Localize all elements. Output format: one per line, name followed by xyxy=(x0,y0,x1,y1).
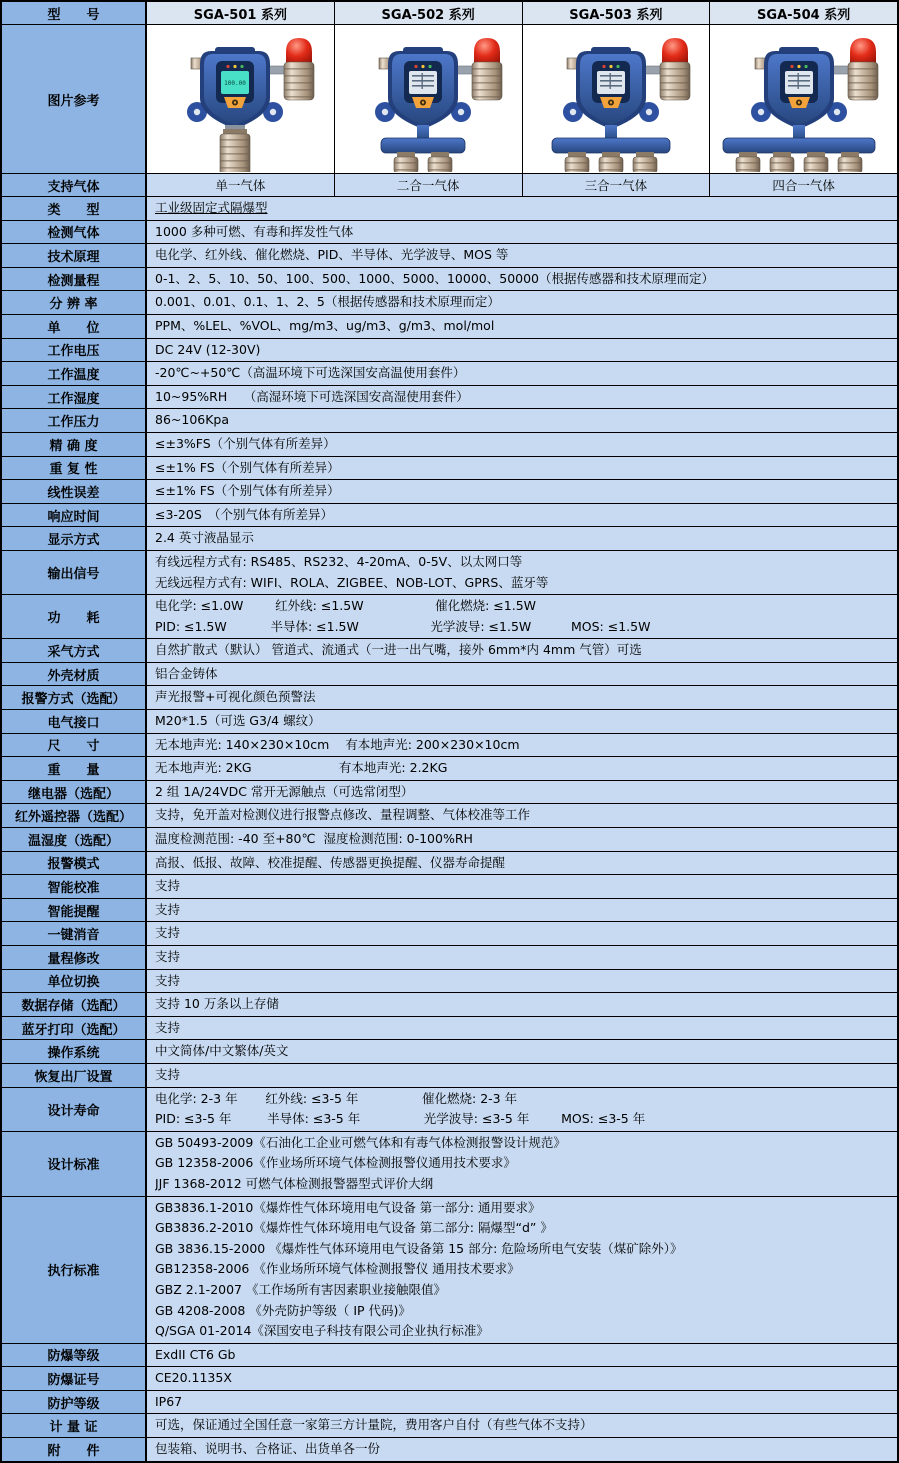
spec-line: 有线远程方式有: RS485、RS232、4-20mA、0-5V、以太网口等 xyxy=(155,553,523,569)
spec-line: 支持 xyxy=(155,925,181,941)
spec-value xyxy=(147,291,897,314)
spec-value xyxy=(147,457,897,480)
image-row-label: 图片参考 xyxy=(2,25,147,173)
spec-label: 执行标准 xyxy=(2,1197,147,1343)
spec-label: 防爆等级 xyxy=(2,1344,147,1367)
spec-label: 检测量程 xyxy=(2,268,147,291)
gas-value-single: 单一气体 xyxy=(147,174,335,196)
spec-value xyxy=(147,686,897,709)
spec-label: 采气方式 xyxy=(2,639,147,662)
spec-row-23 xyxy=(2,781,897,805)
spec-row-13 xyxy=(2,504,897,528)
spec-value xyxy=(147,527,897,550)
spec-row-9 xyxy=(2,409,897,433)
spec-row-35 xyxy=(2,1064,897,1088)
spec-label: 输出信号 xyxy=(2,551,147,594)
spec-row-37 xyxy=(2,1132,897,1197)
screen xyxy=(597,71,625,94)
spec-value xyxy=(147,993,897,1016)
spec-line: 0.001、0.01、0.1、1、2、5（根据传感器和技术原理而定） xyxy=(155,294,500,310)
image-row xyxy=(2,25,897,174)
device-image-cell-sga-502 xyxy=(335,25,523,173)
spec-label: 功 耗 xyxy=(2,595,147,638)
spec-label: 防护等级 xyxy=(2,1391,147,1414)
spec-row-5 xyxy=(2,315,897,339)
spec-row-6 xyxy=(2,339,897,363)
spec-value xyxy=(147,1414,897,1437)
spec-value xyxy=(147,1017,897,1040)
spec-line: GB3836.1-2010《爆炸性气体环境用电气设备 第一部分: 通用要求》 xyxy=(155,1199,541,1215)
spec-line: 高报、低报、故障、校准提醒、传感器更换提醒、仪器寿命提醒 xyxy=(155,854,506,870)
spec-line: ≤±1% FS（个别气体有所差异） xyxy=(155,483,340,499)
spec-row-36 xyxy=(2,1088,897,1132)
spec-value xyxy=(147,595,897,638)
spec-line: 中文简体/中文繁体/英文 xyxy=(155,1043,289,1059)
spec-row-25 xyxy=(2,828,897,852)
screen xyxy=(409,71,437,94)
spec-label: 显示方式 xyxy=(2,527,147,550)
spec-line: 0-1、2、5、10、50、100、500、1000、5000、10000、50000（根据传感器和技术原理而定） xyxy=(155,270,715,286)
spec-label: 线性误差 xyxy=(2,480,147,503)
spec-value xyxy=(147,710,897,733)
spec-label: 继电器（选配） xyxy=(2,781,147,804)
spec-row-0 xyxy=(2,197,897,221)
spec-value xyxy=(147,639,897,662)
gas-row xyxy=(2,174,897,197)
spec-label: 设计寿命 xyxy=(2,1088,147,1131)
spec-row-11 xyxy=(2,457,897,481)
spec-label: 设计标准 xyxy=(2,1132,147,1196)
spec-label: 检测气体 xyxy=(2,221,147,244)
spec-line: 温度检测范围: -40 至+80℃ 湿度检测范围: 0-100%RH xyxy=(155,831,473,847)
spec-label: 尺 寸 xyxy=(2,734,147,757)
spec-line: GB3836.2-2010《爆炸性气体环境用电气设备 第二部分: 隔爆型“d” 》 xyxy=(155,1220,553,1236)
spec-row-34 xyxy=(2,1040,897,1064)
spec-line: 10~95%RH （高湿环境下可选深国安高湿使用套件） xyxy=(155,388,469,404)
spec-value xyxy=(147,433,897,456)
spec-value xyxy=(147,875,897,898)
spec-row-12 xyxy=(2,480,897,504)
device-image-cell-sga-501 xyxy=(147,25,335,173)
header-row xyxy=(2,2,897,25)
spec-label: 响应时间 xyxy=(2,504,147,527)
spec-line: CE20.1135X xyxy=(155,1370,232,1386)
spec-label: 一键消音 xyxy=(2,922,147,945)
spec-line: ≤±3%FS（个别气体有所差异） xyxy=(155,435,336,451)
spec-line: 支持 xyxy=(155,901,181,917)
spec-label: 分 辨 率 xyxy=(2,291,147,314)
spec-line: 支持 xyxy=(155,949,181,964)
spec-line: 电化学: ≤1.0W 红外线: ≤1.5W 催化燃烧: ≤1.5W xyxy=(155,598,537,614)
spec-value xyxy=(147,663,897,686)
spec-value xyxy=(147,362,897,385)
spec-line: IP67 xyxy=(155,1393,183,1409)
header-label: 型 号 xyxy=(2,2,147,24)
spec-label: 工作湿度 xyxy=(2,386,147,409)
spec-value xyxy=(147,551,897,594)
spec-line: 支持 xyxy=(155,878,181,894)
spec-row-2 xyxy=(2,244,897,268)
spec-value xyxy=(147,946,897,969)
spec-line: 声光报警+可视化颜色预警法 xyxy=(155,689,316,705)
spec-value xyxy=(147,828,897,851)
spec-value xyxy=(147,244,897,267)
device-image-cell-sga-503 xyxy=(523,25,711,173)
spec-label: 工作电压 xyxy=(2,339,147,362)
spec-label: 附 件 xyxy=(2,1438,147,1461)
spec-value xyxy=(147,268,897,291)
spec-row-19 xyxy=(2,686,897,710)
spec-row-8 xyxy=(2,386,897,410)
spec-label: 操作系统 xyxy=(2,1040,147,1063)
spec-row-14 xyxy=(2,527,897,551)
spec-row-16 xyxy=(2,595,897,639)
spec-row-33 xyxy=(2,1017,897,1041)
spec-value xyxy=(147,922,897,945)
spec-line: 支持 xyxy=(155,972,181,988)
spec-row-22 xyxy=(2,757,897,781)
spec-value xyxy=(147,804,897,827)
spec-row-18 xyxy=(2,663,897,687)
spec-line: 支持 xyxy=(155,1019,181,1035)
spec-row-7 xyxy=(2,362,897,386)
spec-line: 工业级固定式隔爆型 xyxy=(155,200,268,215)
spec-label: 智能提醒 xyxy=(2,899,147,922)
spec-row-40 xyxy=(2,1367,897,1391)
gas-value-quad: 四合一气体 xyxy=(710,174,897,196)
gas-value-dual: 二合一气体 xyxy=(335,174,523,196)
spec-value xyxy=(147,1391,897,1414)
spec-line: 1000 多种可燃、有毒和挥发性气体 xyxy=(155,223,354,239)
manifold xyxy=(552,138,670,153)
spec-label: 报警模式 xyxy=(2,852,147,875)
spec-label: 红外遥控器（选配） xyxy=(2,804,147,827)
spec-label: 蓝牙打印（选配） xyxy=(2,1017,147,1040)
manifold xyxy=(723,138,875,153)
spec-line: GBZ 2.1-2007 《工作场所有害因素职业接触限值》 xyxy=(155,1281,446,1297)
spec-value xyxy=(147,1438,897,1461)
spec-label: 数据存储（选配） xyxy=(2,993,147,1016)
spec-label: 类 型 xyxy=(2,197,147,220)
spec-rows xyxy=(2,197,897,1461)
spec-line: 无本地声光: 140×230×10cm 有本地声光: 200×230×10cm xyxy=(155,736,520,752)
spec-line: JJF 1368-2012 可燃气体检测报警器型式评价大纲 xyxy=(155,1175,434,1191)
spec-line: Q/SGA 01-2014《深国安电子科技有限公司企业执行标准》 xyxy=(155,1323,489,1339)
spec-label: 重 复 性 xyxy=(2,457,147,480)
spec-row-31 xyxy=(2,970,897,994)
spec-label: 外壳材质 xyxy=(2,663,147,686)
device-image-cell-sga-504 xyxy=(710,25,897,173)
spec-line: 支持，免开盖对检测仪进行报警点修改、量程调整、气体校准等工作 xyxy=(155,807,531,823)
spec-row-43 xyxy=(2,1438,897,1461)
spec-value xyxy=(147,197,897,220)
spec-row-42 xyxy=(2,1414,897,1438)
spec-line: 电化学: 2-3 年 红外线: ≤3-5 年 催化燃烧: 2-3 年 xyxy=(155,1090,518,1106)
spec-line: PPM、%LEL、%VOL、mg/m3、ug/m3、g/m3、mol/mol xyxy=(155,317,495,333)
screen-reading: 100.00 xyxy=(224,80,247,87)
spec-value xyxy=(147,1088,897,1131)
spec-row-21 xyxy=(2,734,897,758)
spec-line: GB 50493-2009《石油化工企业可燃气体和有毒气体检测报警设计规范》 xyxy=(155,1134,566,1150)
spec-line: 自然扩散式（默认） 管道式、流通式（一进一出气嘴，接外 6mm*内 4mm 气管）可选 xyxy=(155,642,642,658)
spec-label: 工作压力 xyxy=(2,409,147,432)
spec-value xyxy=(147,1132,897,1196)
spec-line: 支持 10 万条以上存储 xyxy=(155,996,279,1012)
spec-value xyxy=(147,1344,897,1367)
spec-label: 温湿度（选配） xyxy=(2,828,147,851)
spec-row-20 xyxy=(2,710,897,734)
spec-value xyxy=(147,409,897,432)
spec-value xyxy=(147,339,897,362)
spec-value xyxy=(147,1064,897,1087)
spec-line: 电化学、红外线、催化燃烧、PID、半导体、光学波导、MOS 等 xyxy=(155,247,509,263)
spec-line: -20℃~+50℃（高温环境下可选深国安高温使用套件） xyxy=(155,365,466,381)
spec-line: GB 3836.15-2000 《爆炸性气体环境用电气设备第 15 部分: 危险场所电气安装（煤矿除外）》 xyxy=(155,1240,683,1256)
spec-row-1 xyxy=(2,221,897,245)
spec-row-30 xyxy=(2,946,897,970)
spec-label: 工作温度 xyxy=(2,362,147,385)
spec-label: 智能校准 xyxy=(2,875,147,898)
spec-line: 可选，保证通过全国任意一家第三方计量院，费用客户自付（有些气体不支持） xyxy=(155,1417,593,1433)
spec-line: PID: ≤1.5W 半导体: ≤1.5W 光学波导: ≤1.5W MOS: ≤1.5W xyxy=(155,618,651,634)
spec-row-10 xyxy=(2,433,897,457)
spec-row-26 xyxy=(2,852,897,876)
spec-value xyxy=(147,504,897,527)
spec-line: 86~106Kpa xyxy=(155,412,230,428)
spec-row-27 xyxy=(2,875,897,899)
spec-line: ≤±1% FS（个别气体有所差异） xyxy=(155,459,340,475)
spec-line: GB 12358-2006《作业场所环境气体检测报警仪通用技术要求》 xyxy=(155,1155,516,1171)
spec-label: 精 确 度 xyxy=(2,433,147,456)
device-illustration-SGA-504 xyxy=(711,26,897,172)
spec-value xyxy=(147,781,897,804)
spec-value xyxy=(147,1367,897,1390)
spec-label: 单 位 xyxy=(2,315,147,338)
spec-label: 单位切换 xyxy=(2,970,147,993)
spec-value xyxy=(147,315,897,338)
spec-label: 电气接口 xyxy=(2,710,147,733)
spec-label: 技术原理 xyxy=(2,244,147,267)
spec-value xyxy=(147,1197,897,1343)
manifold xyxy=(381,138,465,153)
spec-row-4 xyxy=(2,291,897,315)
spec-row-15 xyxy=(2,551,897,595)
spec-value xyxy=(147,1040,897,1063)
spec-value xyxy=(147,970,897,993)
spec-label: 量程修改 xyxy=(2,946,147,969)
spec-line: 无线远程方式有: WIFI、ROLA、ZIGBEE、NOB-LOT、GPRS、蓝牙等 xyxy=(155,574,549,590)
spec-value xyxy=(147,757,897,780)
spec-label: 重 量 xyxy=(2,757,147,780)
spec-line: 铝合金铸体 xyxy=(155,665,218,681)
spec-label: 计 量 证 xyxy=(2,1414,147,1437)
spec-line: 支持 xyxy=(155,1066,181,1082)
spec-row-24 xyxy=(2,804,897,828)
spec-line: 2 组 1A/24VDC 常开无源触点（可选常闭型） xyxy=(155,783,414,799)
spec-value xyxy=(147,734,897,757)
spec-line: 包装箱、说明书、合格证、出货单各一份 xyxy=(155,1441,381,1457)
spec-value xyxy=(147,480,897,503)
device-illustration-SGA-503 xyxy=(523,26,709,172)
model-header-sga-501: SGA-501 系列 xyxy=(147,2,335,24)
spec-label: 防爆证号 xyxy=(2,1367,147,1390)
spec-line: DC 24V (12-30V) xyxy=(155,341,261,357)
spec-row-29 xyxy=(2,922,897,946)
spec-line: GB12358-2006 《作业场所环境气体检测报警仪 通用技术要求》 xyxy=(155,1261,520,1277)
spec-label: 报警方式（选配） xyxy=(2,686,147,709)
device-illustration-SGA-501 xyxy=(147,26,333,172)
model-header-sga-504: SGA-504 系列 xyxy=(710,2,897,24)
spec-row-41 xyxy=(2,1391,897,1415)
spec-label: 恢复出厂设置 xyxy=(2,1064,147,1087)
model-header-sga-503: SGA-503 系列 xyxy=(523,2,711,24)
spec-row-39 xyxy=(2,1344,897,1368)
spec-value xyxy=(147,221,897,244)
spec-row-3 xyxy=(2,268,897,292)
spec-value xyxy=(147,899,897,922)
spec-line: 2.4 英寸液晶显示 xyxy=(155,530,254,546)
spec-line: GB 4208-2008 《外壳防护等级（ IP 代码)》 xyxy=(155,1302,411,1318)
spec-line: M20*1.5（可选 G3/4 螺纹） xyxy=(155,713,321,729)
spec-row-32 xyxy=(2,993,897,1017)
device-illustration-SGA-502 xyxy=(335,26,521,172)
spec-line: ExdII CT6 Gb xyxy=(155,1346,236,1362)
spec-line: ≤3-20S （个别气体有所差异） xyxy=(155,506,334,522)
model-header-sga-502: SGA-502 系列 xyxy=(335,2,523,24)
spec-row-17 xyxy=(2,639,897,663)
spec-line: 无本地声光: 2KG 有本地声光: 2.2KG xyxy=(155,760,448,776)
spec-value xyxy=(147,852,897,875)
spec-line: PID: ≤3-5 年 半导体: ≤3-5 年 光学波导: ≤3-5 年 MOS: ≤3-5 年 xyxy=(155,1111,646,1127)
spec-row-28 xyxy=(2,899,897,923)
spec-value xyxy=(147,386,897,409)
screen xyxy=(785,71,813,94)
spec-row-38 xyxy=(2,1197,897,1344)
gas-value-triple: 三合一气体 xyxy=(523,174,711,196)
gas-row-label: 支持气体 xyxy=(2,174,147,196)
